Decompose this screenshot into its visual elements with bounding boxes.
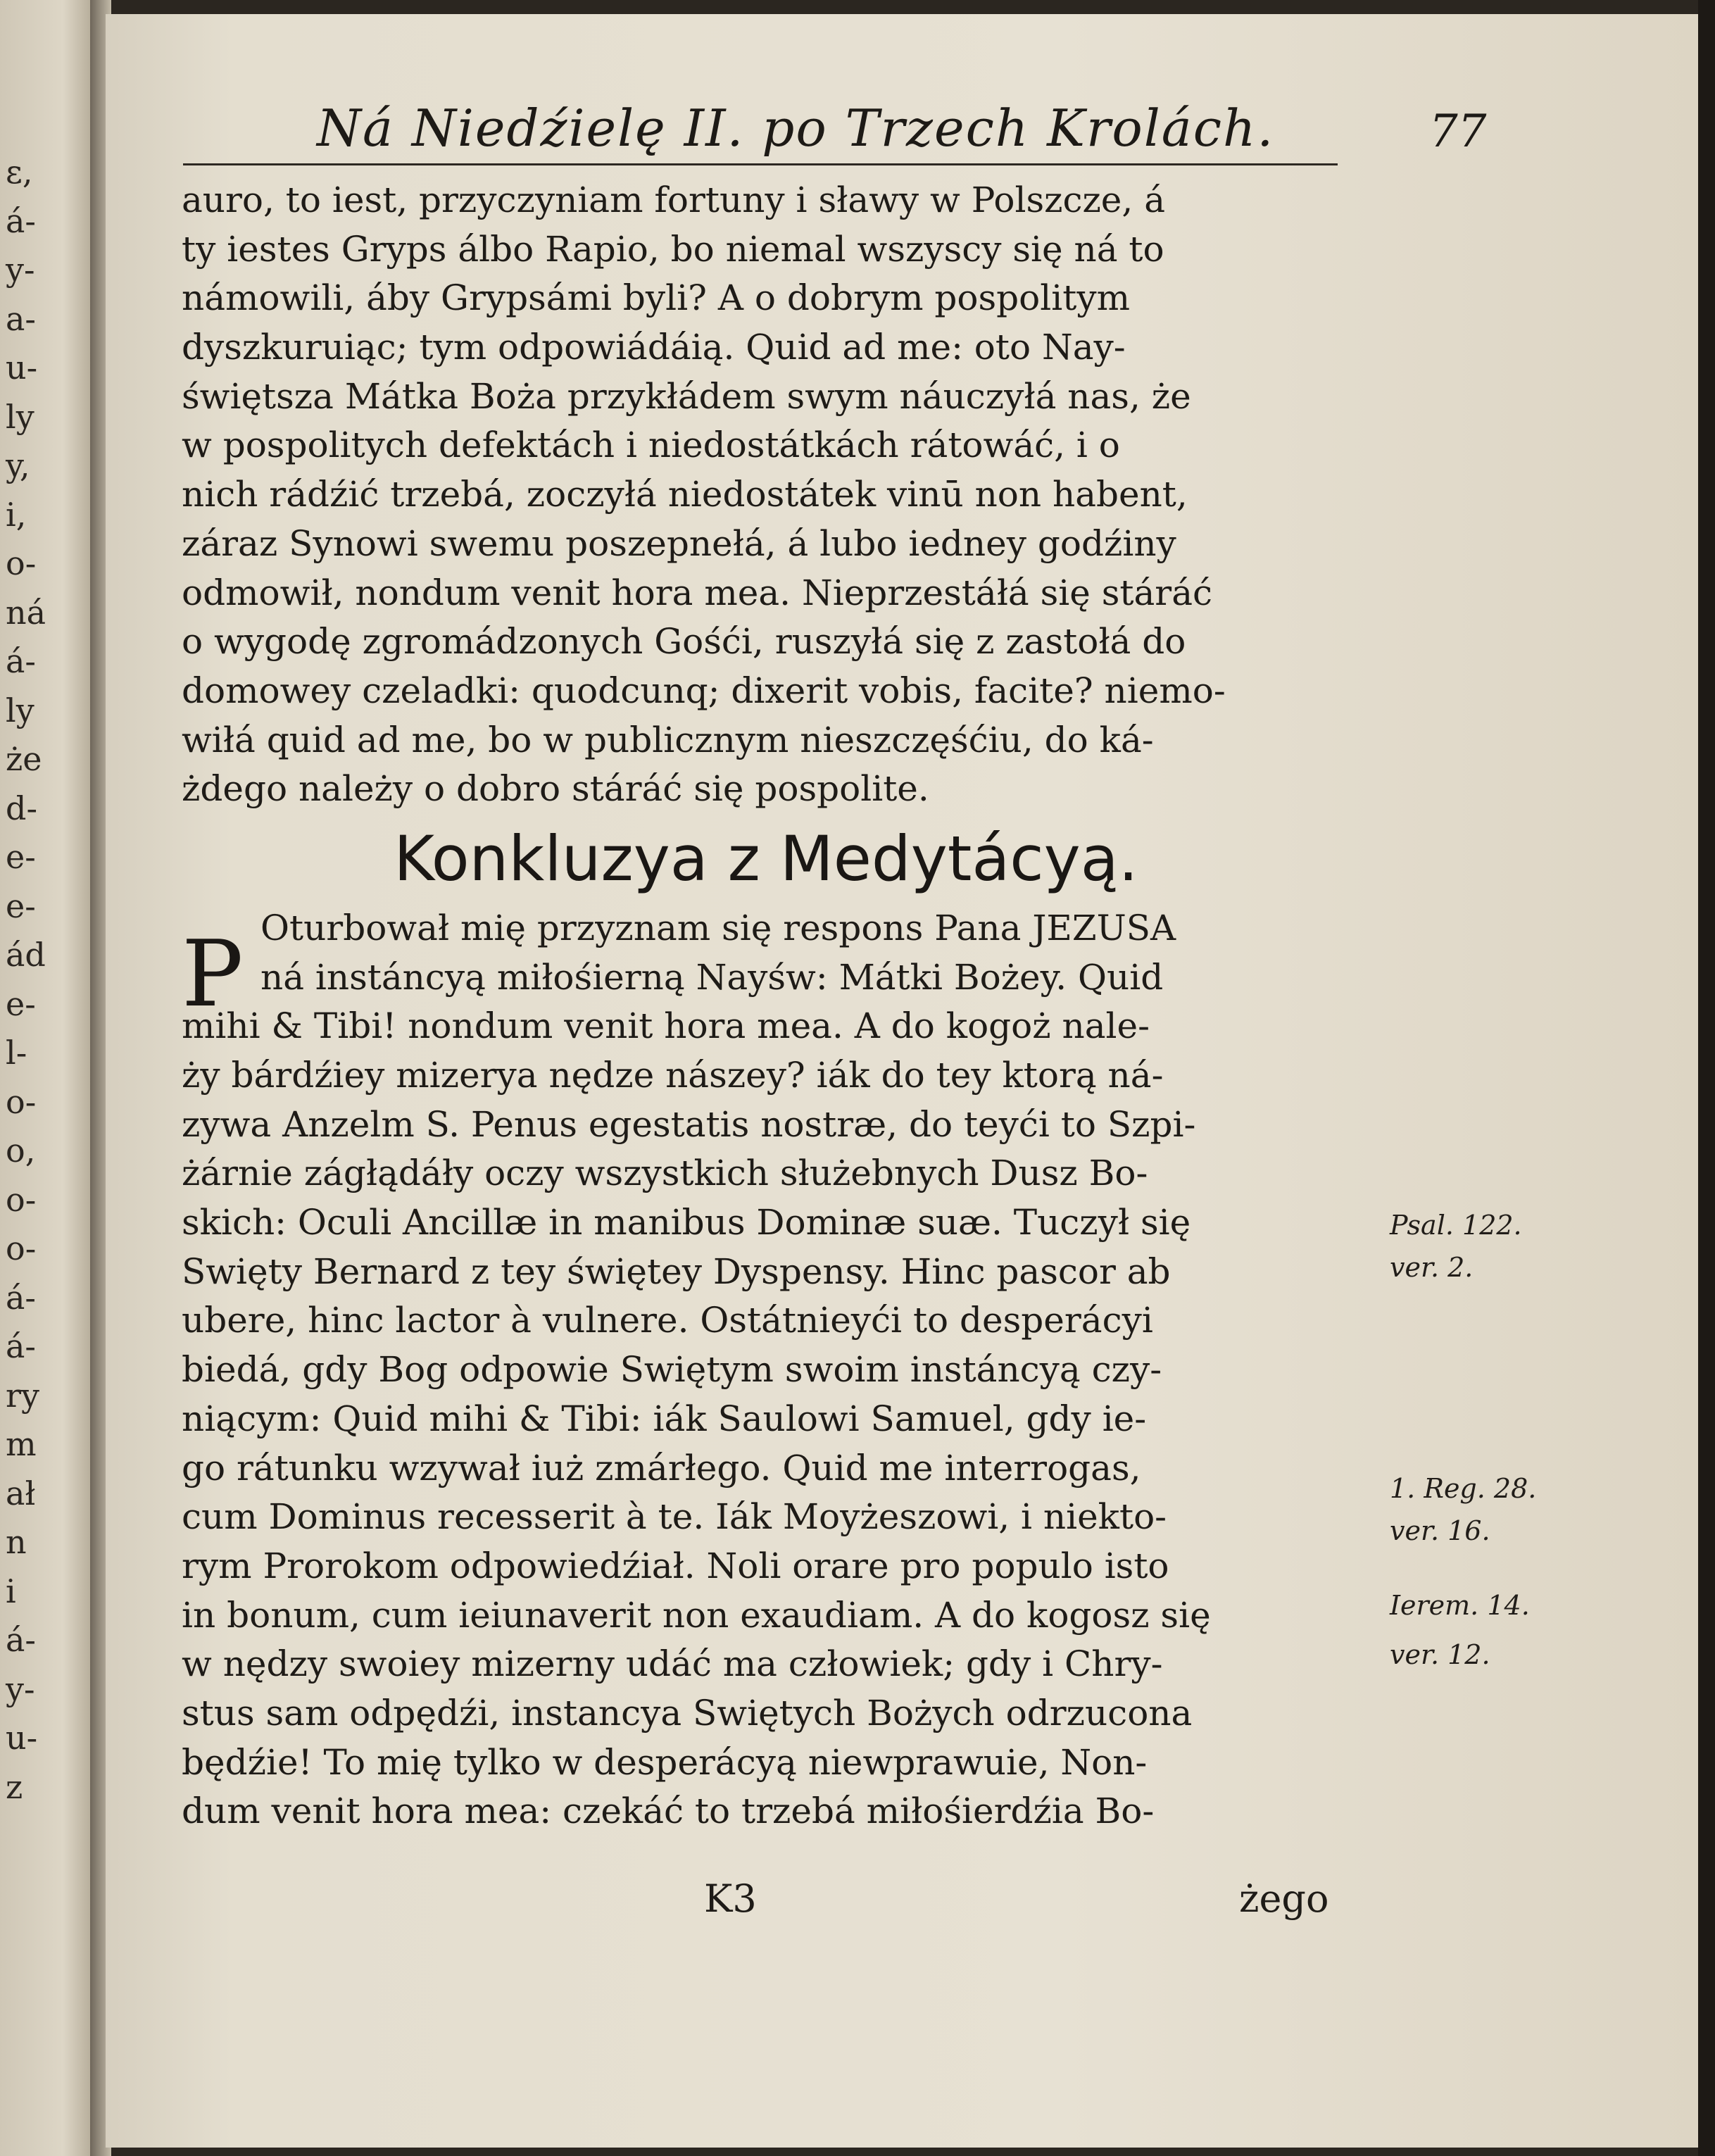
facing-page-fragment: n bbox=[6, 1523, 27, 1561]
paragraph-2-opening-line: Oturbował mię przyznam się respons Pana JEZUSA bbox=[260, 907, 1176, 948]
facing-page-fragment: ε, bbox=[6, 153, 33, 191]
facing-page-fragment: y- bbox=[6, 1669, 35, 1708]
paragraph-2-line: go rátunku wzywał iuż zmárłego. Quid me interrogas, bbox=[182, 1447, 1141, 1488]
paragraph-1-line: w pospolitych defektách i niedostátkách rátowáć, i o bbox=[182, 425, 1120, 466]
paragraph-1-line: domowey czeladki: quodcunq; dixerit vobis, facite? niemo- bbox=[182, 670, 1226, 711]
paragraph-1 bbox=[182, 176, 1364, 814]
margin-note-ierem: Ierem. 14. bbox=[1390, 1590, 1530, 1621]
signature-mark: K3 bbox=[704, 1876, 757, 1921]
facing-page-fragment: á- bbox=[6, 1278, 36, 1317]
running-header bbox=[317, 99, 1345, 162]
margin-note-psalm-verse: ver. 2. bbox=[1390, 1252, 1474, 1283]
paragraph-1-line: żdego należy o dobro stáráć się pospolite. bbox=[182, 768, 929, 810]
facing-page-fragment: d- bbox=[6, 789, 37, 827]
drop-cap: P bbox=[182, 920, 244, 1027]
paragraph-2-line: ży bárdźiey mizerya nędze nászey? iák do tey ktorą ná- bbox=[182, 1055, 1164, 1096]
facing-page-fragment: l- bbox=[6, 1034, 27, 1072]
page-edge-shadow bbox=[1698, 0, 1715, 2156]
paragraph-2-line: zywa Anzelm S. Penus egestatis nostræ, do teyći to Szpi- bbox=[182, 1103, 1196, 1145]
paragraph-2-line: niącym: Quid mihi & Tibi: iák Saulowi Samuel, gdy ie- bbox=[182, 1398, 1147, 1439]
main-text-block bbox=[182, 176, 1364, 1836]
paragraph-2-line: Swięty Bernard z tey świętey Dyspensy. Hinc pascor ab bbox=[182, 1251, 1171, 1292]
facing-page-fragment: że bbox=[6, 740, 42, 778]
facing-page-fragment: i, bbox=[6, 495, 27, 534]
facing-page-fragment: e- bbox=[6, 984, 36, 1023]
facing-page-fragment: á- bbox=[6, 1621, 36, 1659]
page-footer bbox=[704, 1876, 1338, 1926]
facing-page-fragment: ád bbox=[6, 936, 46, 974]
paragraph-1-line: o wygodę zgromádzonych Gośći, ruszyłá się z zastołá do bbox=[182, 621, 1186, 663]
paragraph-1-line: auro, to iest, przyczyniam fortuny i sławy w Polszcze, á bbox=[182, 180, 1165, 220]
paragraph-1-line: dyszkuruiąc; tym odpowiádáią. Quid ad me: oto Nay- bbox=[182, 327, 1126, 368]
facing-page-fragment: e- bbox=[6, 838, 36, 876]
paragraph-1-line: odmowił, nondum venit hora mea. Nieprzestáłá się stáráć bbox=[182, 572, 1213, 613]
facing-page-fragment: o- bbox=[6, 544, 37, 582]
facing-page-fragment: á- bbox=[6, 642, 36, 680]
facing-page-fragment: a- bbox=[6, 299, 36, 338]
paragraph-1-line: świętsza Mátka Boża przykłádem swym náuczyłá nas, że bbox=[182, 375, 1191, 417]
paragraph-2-line: w nędzy swoiey mizerny udáć ma człowiek; gdy i Chry- bbox=[182, 1643, 1163, 1685]
page-number: 77 bbox=[1429, 106, 1487, 158]
paragraph-1-line: námowili, áby Grypsámi byli? A o dobrym pospolitym bbox=[182, 277, 1131, 319]
facing-page-fragment: y- bbox=[6, 251, 35, 289]
paragraph-2-line: stus sam odpędźi, instancya Swiętych Bożych odrzucona bbox=[182, 1692, 1193, 1734]
facing-page-fragment: ná bbox=[6, 593, 46, 632]
facing-page-fragment: i bbox=[6, 1572, 16, 1610]
paragraph-2-line: mihi & Tibi! nondum venit hora mea. A do kogoż nale- bbox=[182, 1005, 1150, 1047]
header-rule bbox=[183, 163, 1338, 165]
facing-page-fragment: m bbox=[6, 1425, 37, 1463]
facing-page-text-fragments bbox=[6, 148, 83, 1812]
section-heading: Konkluzya z Medytácyą. bbox=[394, 822, 1138, 895]
facing-page-fragment: u- bbox=[6, 1719, 38, 1757]
paragraph-2-line: cum Dominus recesserit à te. Iák Moyżeszowi, i niekto- bbox=[182, 1496, 1167, 1538]
paragraph-2-line: biedá, gdy Bog odpowie Swiętym swoim instáncyą czy- bbox=[182, 1349, 1162, 1391]
facing-page-fragment: á- bbox=[6, 201, 36, 240]
margin-note-reg: 1. Reg. 28. bbox=[1390, 1473, 1537, 1504]
paragraph-2-line: rym Prorokom odpowiedźiał. Noli orare pro populo isto bbox=[182, 1545, 1169, 1586]
paragraph-2-line: in bonum, cum ieiunaverit non exaudiam. A do kogosz się bbox=[182, 1594, 1211, 1636]
facing-page-fragment: ly bbox=[6, 691, 34, 729]
paragraph-2-line: ubere, hinc lactor à vulnere. Ostátnieyći to desperácyi bbox=[182, 1300, 1153, 1341]
margin-note-ierem-verse: ver. 12. bbox=[1390, 1639, 1490, 1670]
facing-page-fragment: o- bbox=[6, 1180, 37, 1219]
paragraph-2-line: skich: Oculi Ancillæ in manibus Dominæ suæ. Tuczył się bbox=[182, 1202, 1191, 1243]
facing-page-fragment: ry bbox=[6, 1376, 39, 1415]
paragraph-2-line: będźie! To mię tylko w desperácyą niewprawuie, Non- bbox=[182, 1741, 1148, 1783]
facing-page-fragment: o- bbox=[6, 1229, 37, 1267]
paragraph-2-line: dum venit hora mea: czekáć to trzebá miłośierdźia Bo- bbox=[182, 1791, 1155, 1832]
catchword: żego bbox=[1239, 1876, 1329, 1921]
margin-note-reg-verse: ver. 16. bbox=[1390, 1515, 1490, 1546]
paragraph-2-opening-line: ná instáncyą miłośierną Nayśw: Mátki Bożey. Quid bbox=[260, 956, 1164, 998]
margin-note-psalm: Psal. 122. bbox=[1390, 1210, 1522, 1241]
facing-page-fragment: e- bbox=[6, 886, 36, 925]
paragraph-2-line: żárnie zágłądáły oczy wszystkich służebnych Dusz Bo- bbox=[182, 1153, 1148, 1194]
paragraph-2-opening bbox=[182, 904, 1364, 1002]
facing-page-fragment: o- bbox=[6, 1082, 37, 1121]
facing-page-fragment: ał bbox=[6, 1474, 36, 1512]
facing-page-fragment: u- bbox=[6, 349, 38, 387]
paragraph-1-line: záraz Synowi swemu poszepnełá, á lubo iedney godźiny bbox=[182, 522, 1176, 564]
facing-page-fragment: á- bbox=[6, 1327, 36, 1365]
paragraph-2 bbox=[182, 1002, 1364, 1836]
paragraph-1-line: ty iestes Gryps álbo Rapio, bo niemal wszyscy się ná to bbox=[182, 228, 1164, 270]
paragraph-1-line: nich rádźić trzebá, zoczyłá niedostátek vinū non habent, bbox=[182, 474, 1188, 515]
facing-page-fragment: ο, bbox=[6, 1132, 36, 1170]
running-title: Ná Niedźielę II. po Trzech Krolách. bbox=[317, 99, 1275, 158]
paragraph-1-line: wiłá quid ad me, bo w publicznym nieszczęśćiu, do ká- bbox=[182, 719, 1154, 760]
facing-page-fragment: ly bbox=[6, 397, 34, 436]
facing-page-fragment: z bbox=[6, 1767, 23, 1806]
facing-page-edge bbox=[0, 0, 90, 2156]
facing-page-fragment: y, bbox=[6, 446, 30, 484]
